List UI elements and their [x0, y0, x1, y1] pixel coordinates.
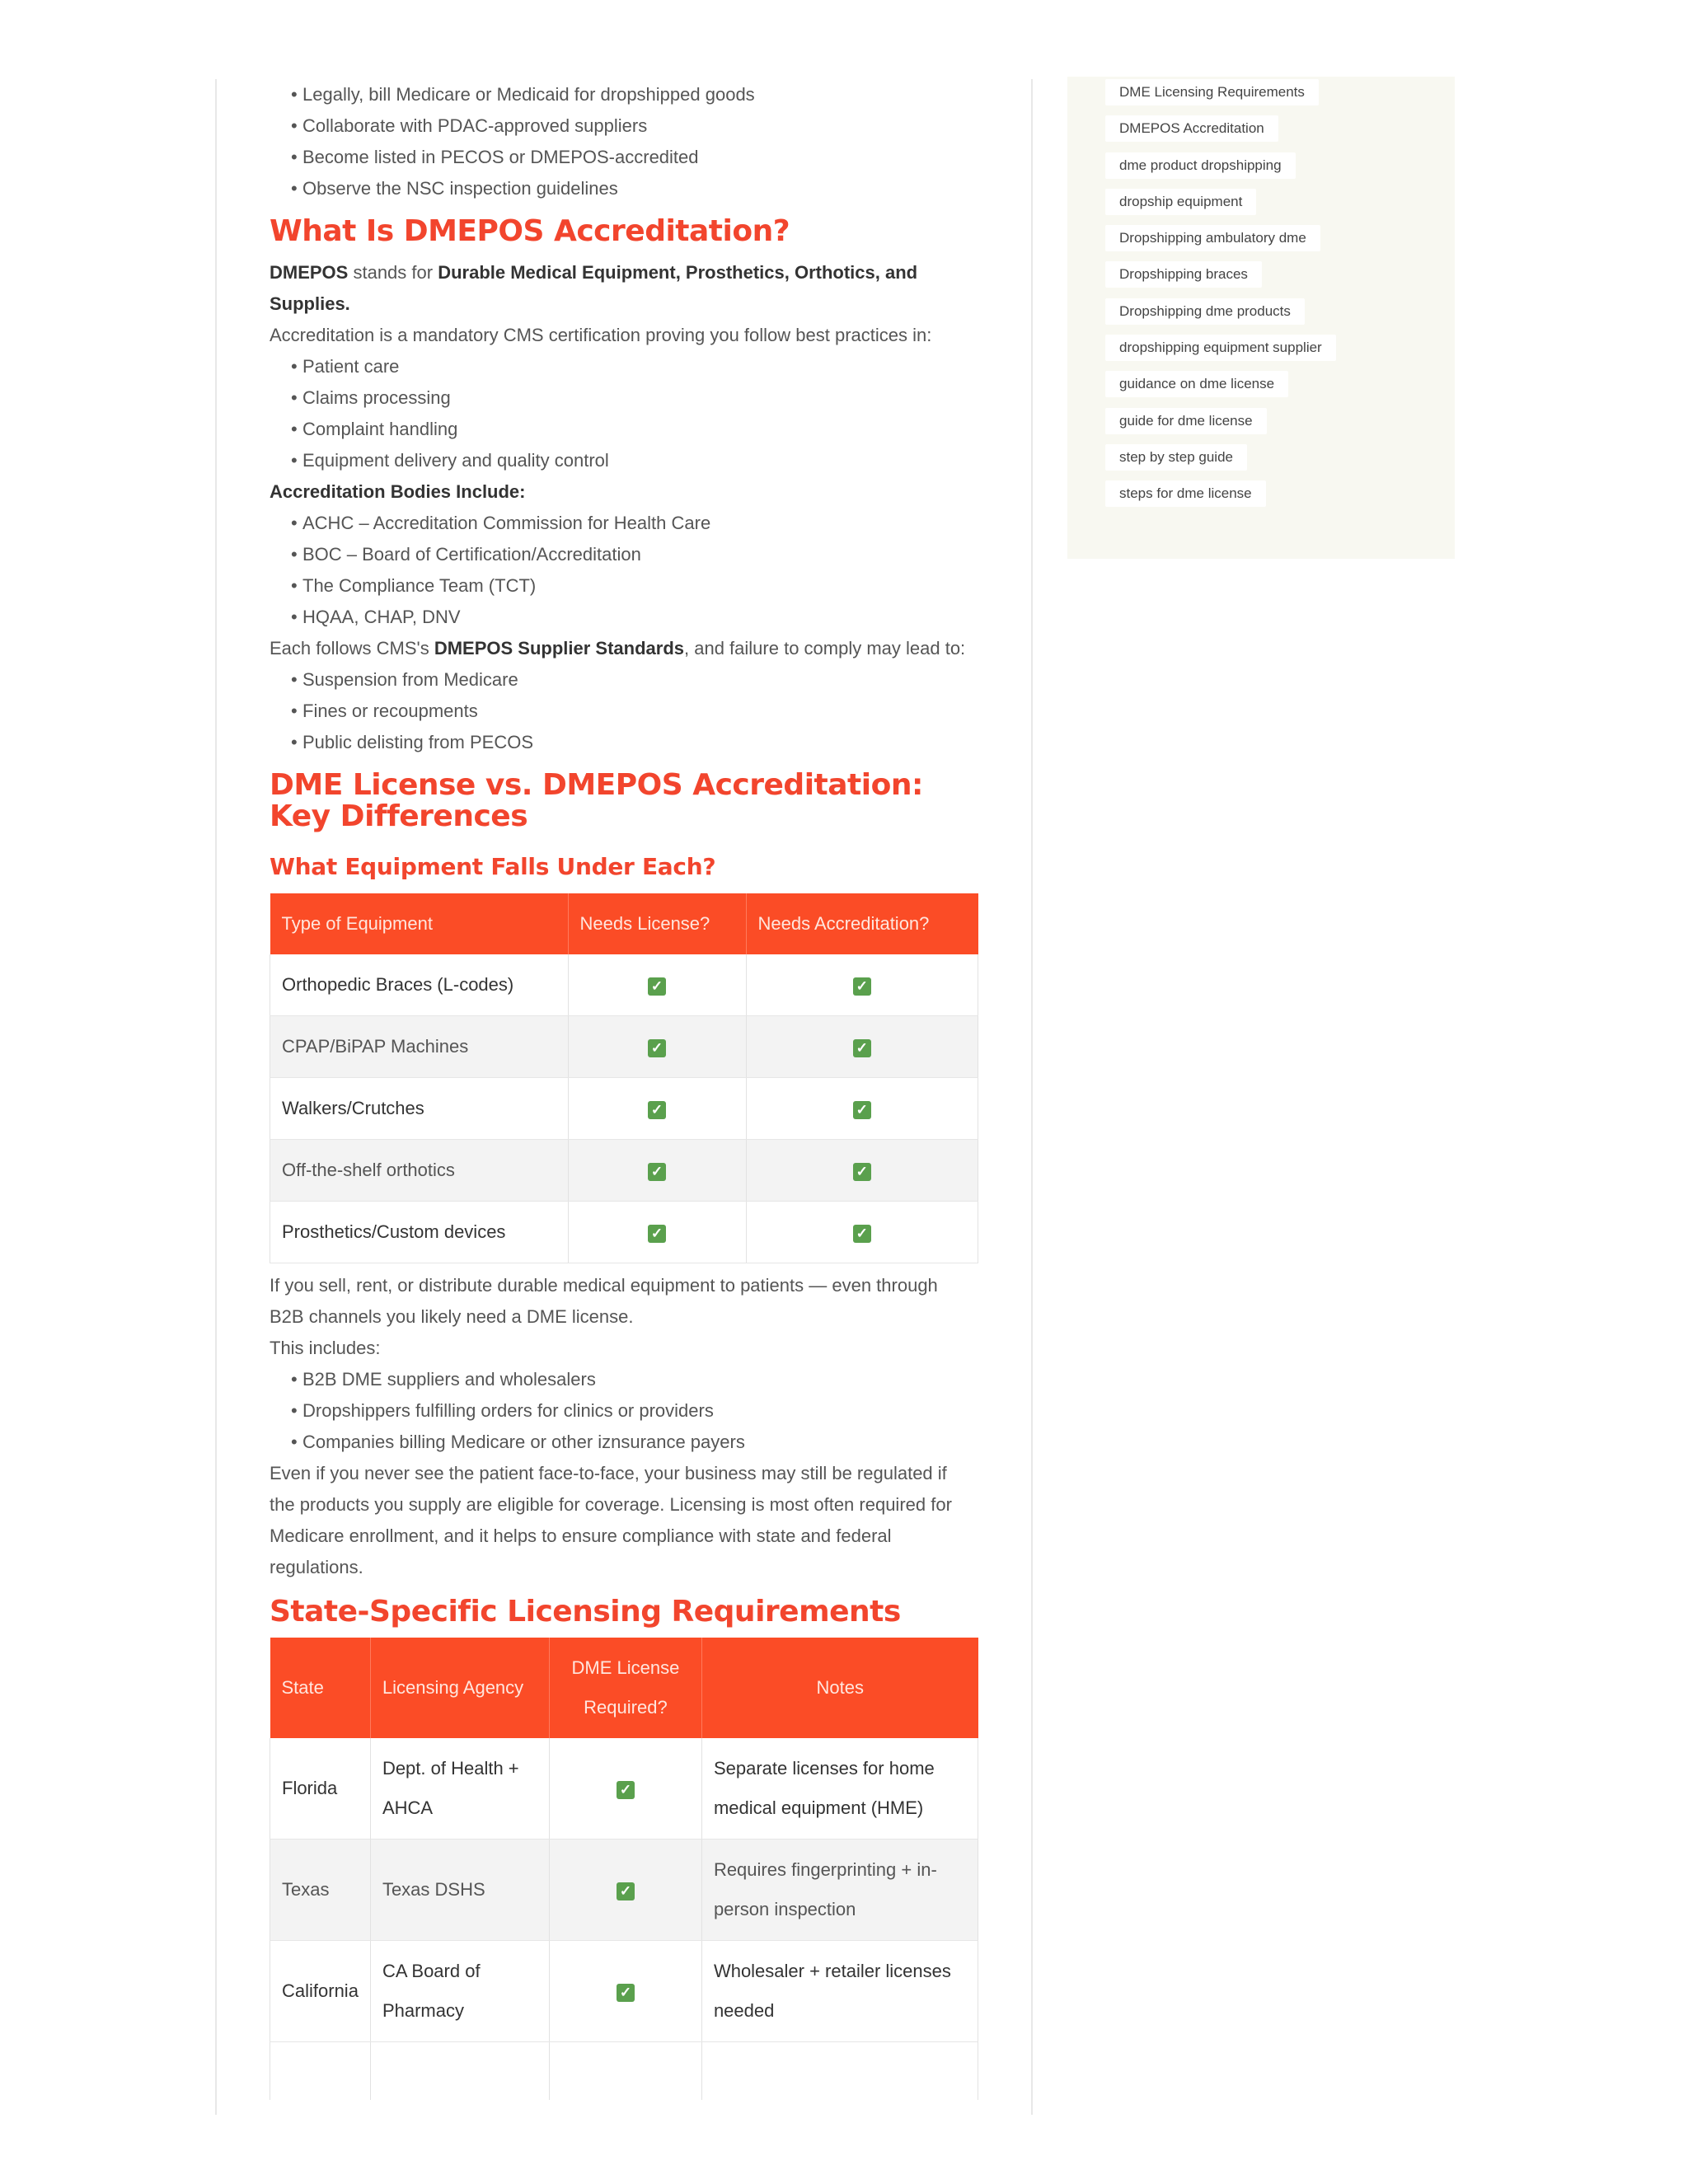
accreditation-cell [746, 1078, 978, 1140]
tag-link[interactable]: guidance on dme license [1105, 371, 1288, 397]
check-icon: ✓ [853, 1039, 871, 1057]
table-row [270, 1941, 978, 2042]
table-row [270, 1078, 978, 1140]
equipment-cell: Off-the-shelf orthotics [270, 1140, 569, 1202]
dme-license-paragraph: If you sell, rent, or distribute durable medical equipment to patients — even through B2B channels you likely need a DME license. [270, 1275, 938, 1327]
agency-cell: Dept. of Health + AHCA [370, 1738, 549, 1840]
check-icon: ✓ [648, 977, 666, 996]
practices-list [270, 351, 978, 476]
differences-heading: DME License vs. DMEPOS Accreditation: Key Differences [270, 768, 923, 833]
agency-cell: CA Board of Pharmacy [370, 1941, 549, 2042]
standards-bold: DMEPOS Supplier Standards [434, 638, 684, 658]
state-table [270, 1638, 978, 2100]
equipment-table [270, 893, 978, 1263]
header-cell: DME License Required? [549, 1638, 701, 1738]
list-item: • The Compliance Team (TCT) [291, 570, 978, 602]
list-item: • Patient care [291, 351, 978, 382]
header-cell: State [270, 1638, 371, 1738]
tag-link[interactable]: Dropshipping dme products [1105, 298, 1305, 325]
content-right-border [1031, 79, 1033, 2115]
notes-cell: Requires fingerprinting + in-person inspection [701, 1840, 978, 1941]
check-icon: ✓ [853, 1163, 871, 1181]
bodies-heading [270, 476, 978, 508]
state-cell: Florida [270, 1738, 371, 1840]
check-icon: ✓ [617, 1882, 635, 1900]
accreditation-intro: Accreditation is a mandatory CMS certification proving you follow best practices in: [270, 325, 932, 345]
state-cell: Texas [270, 1840, 371, 1941]
standards-post: , and failure to comply may lead to: [684, 638, 966, 658]
list-item: • Dropshippers fulfilling orders for clinics or providers [291, 1395, 978, 1427]
check-icon: ✓ [853, 1225, 871, 1243]
article-content [270, 79, 978, 2100]
header-cell: Notes [701, 1638, 978, 1738]
tag-list [1105, 79, 1336, 518]
equipment-cell: Prosthetics/Custom devices [270, 1202, 569, 1263]
list-item: • Equipment delivery and quality control [291, 445, 978, 476]
dmepos-full-name: Durable Medical Equipment, Prosthetics, Orthotics, and Supplies. [270, 262, 918, 314]
header-cell: Type of Equipment [270, 893, 569, 954]
accreditation-cell [746, 1016, 978, 1078]
table-row [270, 954, 978, 1016]
table-header-row [270, 893, 978, 954]
equipment-cell: Walkers/Crutches [270, 1078, 569, 1140]
table-row [270, 1202, 978, 1263]
table-row [270, 1140, 978, 1202]
required-cell [549, 1941, 701, 2042]
license-cell [568, 1140, 746, 1202]
includes-list [270, 1364, 978, 1458]
license-cell [568, 954, 746, 1016]
check-icon: ✓ [617, 1984, 635, 2002]
table-row [270, 1840, 978, 1941]
list-item: • Collaborate with PDAC-approved suppliers [291, 110, 978, 142]
check-icon: ✓ [617, 1781, 635, 1799]
notes-cell: Separate licenses for home medical equipment (HME) [701, 1738, 978, 1840]
required-cell [549, 1840, 701, 1941]
list-item: • Fines or recoupments [291, 696, 978, 727]
tag-link[interactable]: Dropshipping braces [1105, 261, 1262, 288]
list-item: • Companies billing Medicare or other iznsurance payers [291, 1427, 978, 1458]
dmepos-heading: What Is DMEPOS Accreditation? [270, 214, 790, 248]
required-cell [549, 1738, 701, 1840]
sidebar-tag-cloud [1067, 77, 1455, 559]
standards-paragraph [270, 633, 978, 664]
list-item: • BOC – Board of Certification/Accreditation [291, 539, 978, 570]
list-item: • ACHC – Accreditation Commission for Health Care [291, 508, 978, 539]
check-icon: ✓ [648, 1101, 666, 1119]
check-icon: ✓ [853, 1101, 871, 1119]
list-item: • Claims processing [291, 382, 978, 414]
empty-cell [270, 2042, 371, 2101]
check-icon: ✓ [648, 1163, 666, 1181]
definition-mid: stands for [348, 262, 438, 283]
standards-pre: Each follows CMS's [270, 638, 434, 658]
tag-link[interactable]: dropshipping equipment supplier [1105, 335, 1336, 361]
license-cell [568, 1078, 746, 1140]
list-item: • Observe the NSC inspection guidelines [291, 173, 978, 204]
tag-link[interactable]: Dropshipping ambulatory dme [1105, 225, 1320, 251]
notes-cell: Wholesaler + retailer licenses needed [701, 1941, 978, 2042]
bodies-list [270, 508, 978, 633]
check-icon: ✓ [648, 1039, 666, 1057]
table-header-row [270, 1638, 978, 1738]
equipment-cell: Orthopedic Braces (L-codes) [270, 954, 569, 1016]
dmepos-definition [270, 257, 978, 320]
dmepos-term: DMEPOS [270, 262, 349, 283]
state-cell: California [270, 1941, 371, 2042]
table-row [270, 1016, 978, 1078]
header-cell: Needs Accreditation? [746, 893, 978, 954]
tag-link[interactable]: guide for dme license [1105, 408, 1267, 434]
list-item: • Suspension from Medicare [291, 664, 978, 696]
equipment-cell: CPAP/BiPAP Machines [270, 1016, 569, 1078]
empty-cell [370, 2042, 549, 2101]
list-item: • B2B DME suppliers and wholesalers [291, 1364, 978, 1395]
check-icon: ✓ [853, 977, 871, 996]
license-cell [568, 1202, 746, 1263]
list-item: • Public delisting from PECOS [291, 727, 978, 758]
equipment-subheading: What Equipment Falls Under Each? [270, 853, 716, 880]
tag-link[interactable]: DME Licensing Requirements [1105, 79, 1319, 105]
accreditation-cell [746, 954, 978, 1016]
table-row [270, 1738, 978, 1840]
list-item: • Legally, bill Medicare or Medicaid for dropshipped goods [291, 79, 978, 110]
header-cell: Needs License? [568, 893, 746, 954]
list-item: • Complaint handling [291, 414, 978, 445]
regulation-paragraph: Even if you never see the patient face-to-face, your business may still be regulated if the products you supply are eligible for coverage. Licensing is most often required for Medicare enrollment, and it helps to ensure compliance with state and federal regulations. [270, 1463, 952, 1577]
accreditation-cell [746, 1202, 978, 1263]
bodies-heading-text: Accreditation Bodies Include: [270, 481, 526, 502]
accreditation-cell [746, 1140, 978, 1202]
check-icon: ✓ [648, 1225, 666, 1243]
empty-cell [701, 2042, 978, 2101]
includes-label: This includes: [270, 1338, 381, 1358]
tag-link[interactable]: dropship equipment [1105, 189, 1256, 215]
tag-link[interactable]: step by step guide [1105, 444, 1247, 471]
consequences-list [270, 664, 978, 758]
tag-link[interactable]: steps for dme license [1105, 480, 1266, 507]
intro-list [270, 79, 978, 204]
tag-link[interactable]: dme product dropshipping [1105, 152, 1296, 179]
empty-cell [549, 2042, 701, 2101]
header-cell: Licensing Agency [370, 1638, 549, 1738]
table-row-empty [270, 2042, 978, 2101]
license-cell [568, 1016, 746, 1078]
tag-link[interactable]: DMEPOS Accreditation [1105, 115, 1278, 142]
list-item: • HQAA, CHAP, DNV [291, 602, 978, 633]
agency-cell: Texas DSHS [370, 1840, 549, 1941]
list-item: • Become listed in PECOS or DMEPOS-accredited [291, 142, 978, 173]
state-heading: State-Specific Licensing Requirements [270, 1595, 901, 1629]
content-left-border [215, 79, 217, 2115]
